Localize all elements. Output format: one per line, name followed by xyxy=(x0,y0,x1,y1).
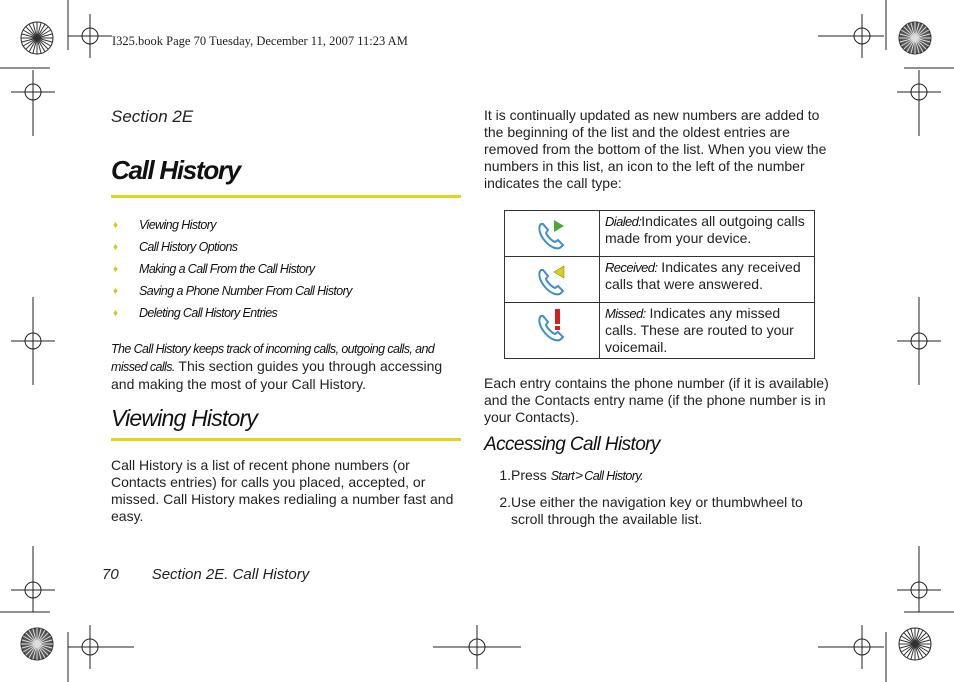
diamond-bullet-icon: ♦ xyxy=(113,307,118,319)
intro-rest: This section guides you through accessing and making the most of your Call History. xyxy=(111,358,443,392)
section-label: Section 2E xyxy=(111,107,194,126)
entry-description: Each entry contains the phone number (if it is available) and the Contacts entry name (if the phone number is in your Contacts). xyxy=(484,375,829,425)
menu-separator: > xyxy=(575,467,584,483)
section-contents xyxy=(111,214,461,324)
toc-item-label: Making a Call From the Call History xyxy=(139,262,315,276)
toc-item-label: Deleting Call History Entries xyxy=(139,306,278,320)
call-type-text: Indicates any missed calls. These are routed to your voicemail. xyxy=(605,305,794,355)
viewing-history-body: Call History is a list of recent phone numbers (or Contacts entries) for calls you placed, accepted, or missed. Call History makes redialing a number fast and easy. xyxy=(111,457,454,524)
call-type-term: Dialed: xyxy=(605,214,642,229)
step-text xyxy=(511,467,824,485)
toc-item[interactable] xyxy=(111,236,461,258)
toc-item-label: Saving a Phone Number From Call History xyxy=(139,284,352,298)
start-key-label: Start xyxy=(550,469,575,483)
toc-item[interactable] xyxy=(111,258,461,280)
page-number: 70 xyxy=(102,566,119,583)
call-history-menu-label: Call History. xyxy=(584,469,643,483)
step-number: 2. xyxy=(499,494,511,510)
diamond-bullet-icon: ♦ xyxy=(113,263,118,275)
toc-item-label: Viewing History xyxy=(139,218,216,232)
icon-cell xyxy=(505,303,600,359)
step-prefix: Press xyxy=(511,467,551,483)
table-row xyxy=(505,303,815,359)
heading-rule xyxy=(111,438,461,441)
icon-cell xyxy=(505,211,600,257)
accessing-history-heading: Accessing Call History xyxy=(484,434,660,455)
intro-lead: The Call History keeps track of incoming calls, outgoing calls, and missed calls. xyxy=(111,342,435,374)
diamond-bullet-icon: ♦ xyxy=(113,219,118,231)
call-list-description: It is continually updated as new numbers are added to the beginning of the list and the oldest entries are removed from the bottom of the list. When you view the numbers in this list, an icon to the left of the number indicates the call type: xyxy=(484,107,827,191)
call-type-desc xyxy=(600,257,815,303)
page-title: Call History xyxy=(111,155,240,185)
print-header: I325.book Page 70 Tuesday, December 11, 2007 11:23 AM xyxy=(112,34,408,48)
intro-paragraph xyxy=(111,340,461,393)
toc-item[interactable] xyxy=(111,280,461,302)
footer-section-title: Section 2E. Call History xyxy=(151,566,310,583)
diamond-bullet-icon: ♦ xyxy=(113,241,118,253)
viewing-history-heading: Viewing History xyxy=(111,405,258,431)
toc-item-label: Call History Options xyxy=(139,240,238,254)
received-call-icon xyxy=(535,264,575,298)
step-number: 1. xyxy=(499,467,511,483)
steps-list xyxy=(484,467,824,537)
icon-cell xyxy=(505,257,600,303)
table-row xyxy=(505,211,815,257)
step-text: Use either the navigation key or thumbwheel to scroll through the available list. xyxy=(511,494,803,527)
dialed-call-icon xyxy=(535,218,575,252)
toc-item[interactable] xyxy=(111,302,461,324)
list-item xyxy=(484,494,824,528)
missed-call-icon xyxy=(535,308,575,342)
call-type-term: Missed: xyxy=(605,306,646,321)
call-type-table xyxy=(504,210,815,359)
table-row xyxy=(505,257,815,303)
call-type-text: Indicates all outgoing calls made from your device. xyxy=(605,213,805,246)
title-rule xyxy=(111,195,461,198)
page-footer xyxy=(102,566,309,583)
call-type-text: Indicates any received calls that were answered. xyxy=(605,259,801,292)
call-type-term: Received: xyxy=(605,260,658,275)
toc-item[interactable] xyxy=(111,214,461,236)
call-type-desc xyxy=(600,211,815,257)
call-type-desc xyxy=(600,303,815,359)
diamond-bullet-icon: ♦ xyxy=(113,285,118,297)
list-item xyxy=(484,467,824,485)
